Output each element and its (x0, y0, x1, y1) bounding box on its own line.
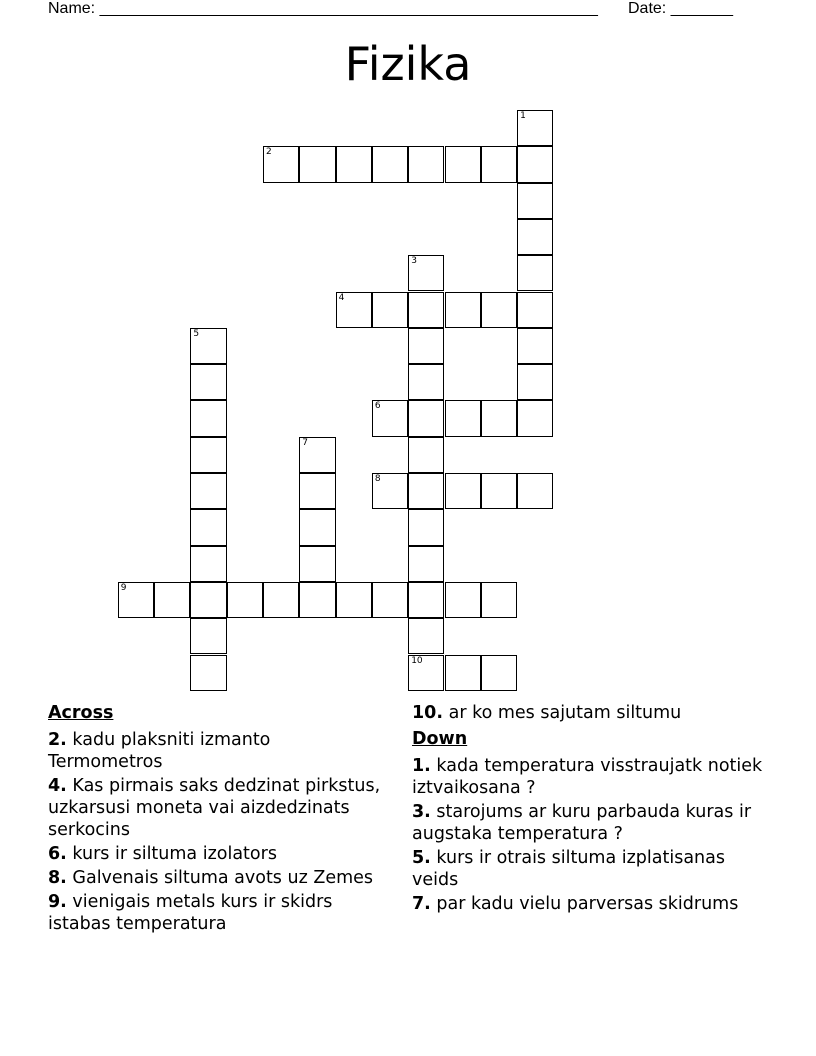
grid-cell[interactable] (190, 618, 226, 654)
grid-cell[interactable] (190, 546, 226, 582)
grid-cell[interactable] (445, 146, 481, 182)
grid-cell[interactable] (481, 146, 517, 182)
across-clue (412, 702, 772, 724)
clue-text: ar ko mes sajutam siltumu (448, 703, 682, 723)
grid-cell[interactable] (408, 546, 444, 582)
clue-number: 7. (412, 894, 431, 914)
grid-cell[interactable] (372, 292, 408, 328)
grid-cell[interactable] (408, 255, 444, 291)
clues-right-column (412, 702, 772, 917)
grid-cell[interactable] (517, 255, 553, 291)
clues-left-column (48, 702, 388, 937)
across-clue (48, 775, 388, 841)
down-clue (412, 847, 772, 891)
clue-text: kadu plaksniti izmanto Termometros (48, 730, 271, 772)
grid-cell[interactable] (517, 110, 553, 146)
grid-cell[interactable] (336, 582, 372, 618)
grid-cell[interactable] (445, 655, 481, 691)
grid-cell[interactable] (372, 400, 408, 436)
cell-number: 7 (302, 437, 309, 448)
clue-number: 5. (412, 848, 431, 868)
clue-text: Kas pirmais saks dedzinat pirkstus, uzkarsusi moneta vai aizdedzinats serkocins (48, 776, 381, 840)
grid-cell[interactable] (190, 328, 226, 364)
grid-cell[interactable] (517, 473, 553, 509)
clue-number: 3. (412, 802, 431, 822)
grid-cell[interactable] (481, 292, 517, 328)
grid-cell[interactable] (408, 146, 444, 182)
clue-text: kurs ir otrais siltuma izplatisanas veids (412, 848, 725, 890)
grid-cell[interactable] (299, 437, 335, 473)
grid-cell[interactable] (263, 146, 299, 182)
grid-cell[interactable] (517, 292, 553, 328)
grid-cell[interactable] (227, 582, 263, 618)
worksheet-header (48, 0, 748, 20)
grid-cell[interactable] (481, 655, 517, 691)
down-clue (412, 801, 772, 845)
clue-text: kurs ir siltuma izolators (72, 844, 277, 864)
clue-number: 2. (48, 730, 67, 750)
grid-cell[interactable] (445, 473, 481, 509)
grid-cell[interactable] (517, 219, 553, 255)
grid-cell[interactable] (190, 509, 226, 545)
across-clue (48, 891, 388, 935)
grid-cell[interactable] (190, 437, 226, 473)
grid-cell[interactable] (190, 582, 226, 618)
across-clue (48, 843, 388, 865)
across-clue (48, 867, 388, 889)
grid-cell[interactable] (517, 328, 553, 364)
grid-cell[interactable] (299, 473, 335, 509)
grid-cell[interactable] (408, 509, 444, 545)
clue-number: 8. (48, 868, 67, 888)
cell-number: 9 (120, 582, 127, 593)
grid-cell[interactable] (408, 655, 444, 691)
grid-cell[interactable] (408, 618, 444, 654)
grid-cell[interactable] (408, 328, 444, 364)
grid-cell[interactable] (408, 364, 444, 400)
grid-cell[interactable] (190, 364, 226, 400)
grid-cell[interactable] (517, 146, 553, 182)
grid-cell[interactable] (299, 146, 335, 182)
cell-number: 10 (411, 655, 423, 666)
across-clue (48, 729, 388, 773)
date-field-line: Date: _______ (628, 0, 733, 17)
grid-cell[interactable] (299, 509, 335, 545)
grid-cell[interactable] (299, 582, 335, 618)
grid-cell[interactable] (372, 473, 408, 509)
grid-cell[interactable] (517, 183, 553, 219)
clue-text: par kadu vielu parversas skidrums (436, 894, 739, 914)
down-clue (412, 893, 772, 915)
grid-cell[interactable] (299, 546, 335, 582)
grid-cell[interactable] (408, 292, 444, 328)
clue-number: 4. (48, 776, 67, 796)
grid-cell[interactable] (517, 400, 553, 436)
page-title: Fizika (344, 37, 472, 91)
grid-cell[interactable] (263, 582, 299, 618)
grid-cell[interactable] (445, 400, 481, 436)
clue-text: starojums ar kuru parbauda kuras ir augstaka temperatura ? (412, 802, 752, 844)
cell-number: 2 (266, 147, 272, 158)
grid-cell[interactable] (154, 582, 190, 618)
grid-cell[interactable] (408, 582, 444, 618)
clue-number: 9. (48, 892, 67, 912)
grid-cell[interactable] (408, 437, 444, 473)
clue-number: 1. (412, 756, 431, 776)
cell-number: 1 (520, 111, 526, 121)
grid-cell[interactable] (372, 146, 408, 182)
clue-number: 6. (48, 844, 67, 864)
down-heading: Down (412, 729, 468, 749)
clue-number: 10. (412, 703, 444, 723)
grid-cell[interactable] (517, 364, 553, 400)
grid-cell[interactable] (408, 400, 444, 436)
grid-cell[interactable] (372, 582, 408, 618)
grid-cell[interactable] (445, 582, 481, 618)
grid-cell[interactable] (190, 655, 226, 691)
grid-cell[interactable] (445, 292, 481, 328)
cell-number: 8 (374, 474, 381, 484)
cell-number: 4 (338, 292, 345, 303)
grid-cell[interactable] (190, 400, 226, 436)
grid-cell[interactable] (118, 582, 154, 618)
name-field-line: Name: ________________________________________________________ (48, 0, 598, 17)
grid-cell[interactable] (408, 473, 444, 509)
clue-text: vienigais metals kurs ir skidrs istabas temperatura (48, 892, 333, 934)
cell-number: 6 (374, 401, 381, 412)
clue-text: kada temperatura visstraujatk notiek iztvaikosana ? (412, 756, 763, 798)
grid-cell[interactable] (190, 473, 226, 509)
grid-cell[interactable] (481, 473, 517, 509)
grid-cell[interactable] (336, 292, 372, 328)
cell-number: 3 (411, 256, 417, 267)
down-clue (412, 755, 772, 799)
grid-cell[interactable] (336, 146, 372, 182)
grid-cell[interactable] (481, 582, 517, 618)
grid-cell[interactable] (481, 400, 517, 436)
cell-number: 5 (193, 328, 200, 339)
across-heading: Across (48, 703, 114, 723)
clue-text: Galvenais siltuma avots uz Zemes (72, 868, 374, 888)
